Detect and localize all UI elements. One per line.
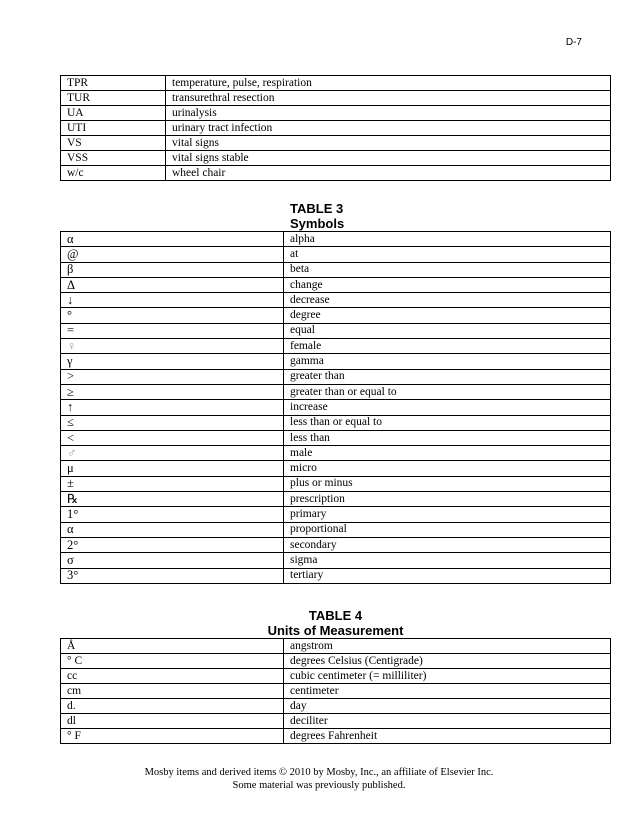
meaning-cell: vital signs <box>166 136 611 151</box>
table-row <box>61 369 611 384</box>
symbol-cell: ≥ <box>61 384 284 399</box>
meaning-cell: decrease <box>284 293 611 308</box>
table4-heading <box>60 608 611 638</box>
symbol-cell: γ <box>61 354 284 369</box>
meaning-cell: alpha <box>284 232 611 247</box>
meaning-cell: tertiary <box>284 568 611 583</box>
meaning-cell: day <box>284 699 611 714</box>
table-row <box>61 91 611 106</box>
table-row <box>61 654 611 669</box>
table-row <box>61 262 611 277</box>
meaning-cell: increase <box>284 400 611 415</box>
meaning-cell: degrees Fahrenheit <box>284 729 611 744</box>
meaning-cell: degrees Celsius (Centigrade) <box>284 654 611 669</box>
meaning-cell: urinary tract infection <box>166 121 611 136</box>
symbols-table <box>60 231 611 584</box>
meaning-cell: greater than <box>284 369 611 384</box>
footer-line-2: Some material was previously published. <box>232 780 406 791</box>
meaning-cell: angstrom <box>284 639 611 654</box>
table-row <box>61 492 611 507</box>
abbreviation-cell: VSS <box>61 151 166 166</box>
unit-cell: d. <box>61 699 284 714</box>
footer-line-1: Mosby items and derived items © 2010 by Mosby, Inc., an affiliate of Elsevier Inc. <box>144 767 494 778</box>
table4-subtitle: Units of Measurement <box>267 623 404 638</box>
symbol-cell: > <box>61 369 284 384</box>
table-row <box>61 323 611 338</box>
symbol-cell: μ <box>61 461 284 476</box>
table-row <box>61 714 611 729</box>
symbol-cell: α <box>61 232 284 247</box>
meaning-cell: micro <box>284 461 611 476</box>
symbol-cell: Δ <box>61 277 284 292</box>
units-table <box>60 638 611 744</box>
meaning-cell: vital signs stable <box>166 151 611 166</box>
table4-title: TABLE 4 <box>308 608 363 623</box>
symbol-cell: = <box>61 323 284 338</box>
page-number: D-7 <box>565 37 582 48</box>
meaning-cell: temperature, pulse, respiration <box>166 76 611 91</box>
symbol-cell: α <box>61 522 284 537</box>
table-row <box>61 247 611 262</box>
meaning-cell: greater than or equal to <box>284 384 611 399</box>
meaning-cell: primary <box>284 507 611 522</box>
meaning-cell: at <box>284 247 611 262</box>
table-row <box>61 354 611 369</box>
table-row <box>61 136 611 151</box>
symbol-cell: ° <box>61 308 284 323</box>
table3-title: TABLE 3 <box>290 201 344 216</box>
unit-cell: Å <box>61 639 284 654</box>
symbol-cell: 1° <box>61 507 284 522</box>
table-row <box>61 415 611 430</box>
meaning-cell: female <box>284 339 611 354</box>
table-row <box>61 476 611 491</box>
table-row <box>61 522 611 537</box>
table-row <box>61 293 611 308</box>
table-row <box>61 106 611 121</box>
table-row <box>61 684 611 699</box>
unit-cell: dl <box>61 714 284 729</box>
table-row <box>61 507 611 522</box>
symbol-cell: ↑ <box>61 400 284 415</box>
unit-cell: cc <box>61 669 284 684</box>
table-row <box>61 151 611 166</box>
abbreviation-cell: UA <box>61 106 166 121</box>
table3-heading <box>60 201 611 231</box>
table-row <box>61 121 611 136</box>
meaning-cell: urinalysis <box>166 106 611 121</box>
female-symbol-cell: ♀ <box>61 339 284 354</box>
meaning-cell: change <box>284 277 611 292</box>
abbreviation-cell: VS <box>61 136 166 151</box>
meaning-cell: cubic centimeter (= milliliter) <box>284 669 611 684</box>
symbol-cell: @ <box>61 247 284 262</box>
symbol-cell: ℞ <box>61 492 284 507</box>
table-row <box>61 639 611 654</box>
meaning-cell: beta <box>284 262 611 277</box>
meaning-cell: equal <box>284 323 611 338</box>
table-row <box>61 76 611 91</box>
unit-cell: cm <box>61 684 284 699</box>
symbol-cell: 3° <box>61 568 284 583</box>
meaning-cell: wheel chair <box>166 166 611 181</box>
table-row <box>61 308 611 323</box>
male-symbol-cell: ♂ <box>61 446 284 461</box>
table-row <box>61 568 611 583</box>
copyright-footer <box>0 766 638 792</box>
meaning-cell: degree <box>284 308 611 323</box>
meaning-cell: prescription <box>284 492 611 507</box>
meaning-cell: transurethral resection <box>166 91 611 106</box>
abbreviations-table <box>60 75 611 181</box>
table-row <box>61 166 611 181</box>
table-row <box>61 384 611 399</box>
meaning-cell: plus or minus <box>284 476 611 491</box>
abbreviation-cell: TUR <box>61 91 166 106</box>
abbreviation-cell: w/c <box>61 166 166 181</box>
unit-cell: ° C <box>61 654 284 669</box>
symbol-cell: 2° <box>61 537 284 552</box>
table-row <box>61 461 611 476</box>
table-row <box>61 729 611 744</box>
symbol-cell: ≤ <box>61 415 284 430</box>
table-row <box>61 699 611 714</box>
table-row <box>61 537 611 552</box>
table-row <box>61 430 611 445</box>
symbol-cell: ± <box>61 476 284 491</box>
table-row <box>61 232 611 247</box>
meaning-cell: sigma <box>284 553 611 568</box>
unit-cell: ° F <box>61 729 284 744</box>
symbol-cell: σ <box>61 553 284 568</box>
abbreviation-cell: TPR <box>61 76 166 91</box>
meaning-cell: centimeter <box>284 684 611 699</box>
table-row <box>61 669 611 684</box>
symbol-cell: β <box>61 262 284 277</box>
meaning-cell: secondary <box>284 537 611 552</box>
table3-subtitle: Symbols <box>290 216 345 231</box>
table-row <box>61 400 611 415</box>
table-row <box>61 553 611 568</box>
symbol-cell: < <box>61 430 284 445</box>
table-row <box>61 339 611 354</box>
meaning-cell: deciliter <box>284 714 611 729</box>
table-row <box>61 277 611 292</box>
meaning-cell: less than or equal to <box>284 415 611 430</box>
meaning-cell: less than <box>284 430 611 445</box>
abbreviation-cell: UTI <box>61 121 166 136</box>
meaning-cell: gamma <box>284 354 611 369</box>
table-row <box>61 446 611 461</box>
meaning-cell: male <box>284 446 611 461</box>
symbol-cell: ↓ <box>61 293 284 308</box>
meaning-cell: proportional <box>284 522 611 537</box>
